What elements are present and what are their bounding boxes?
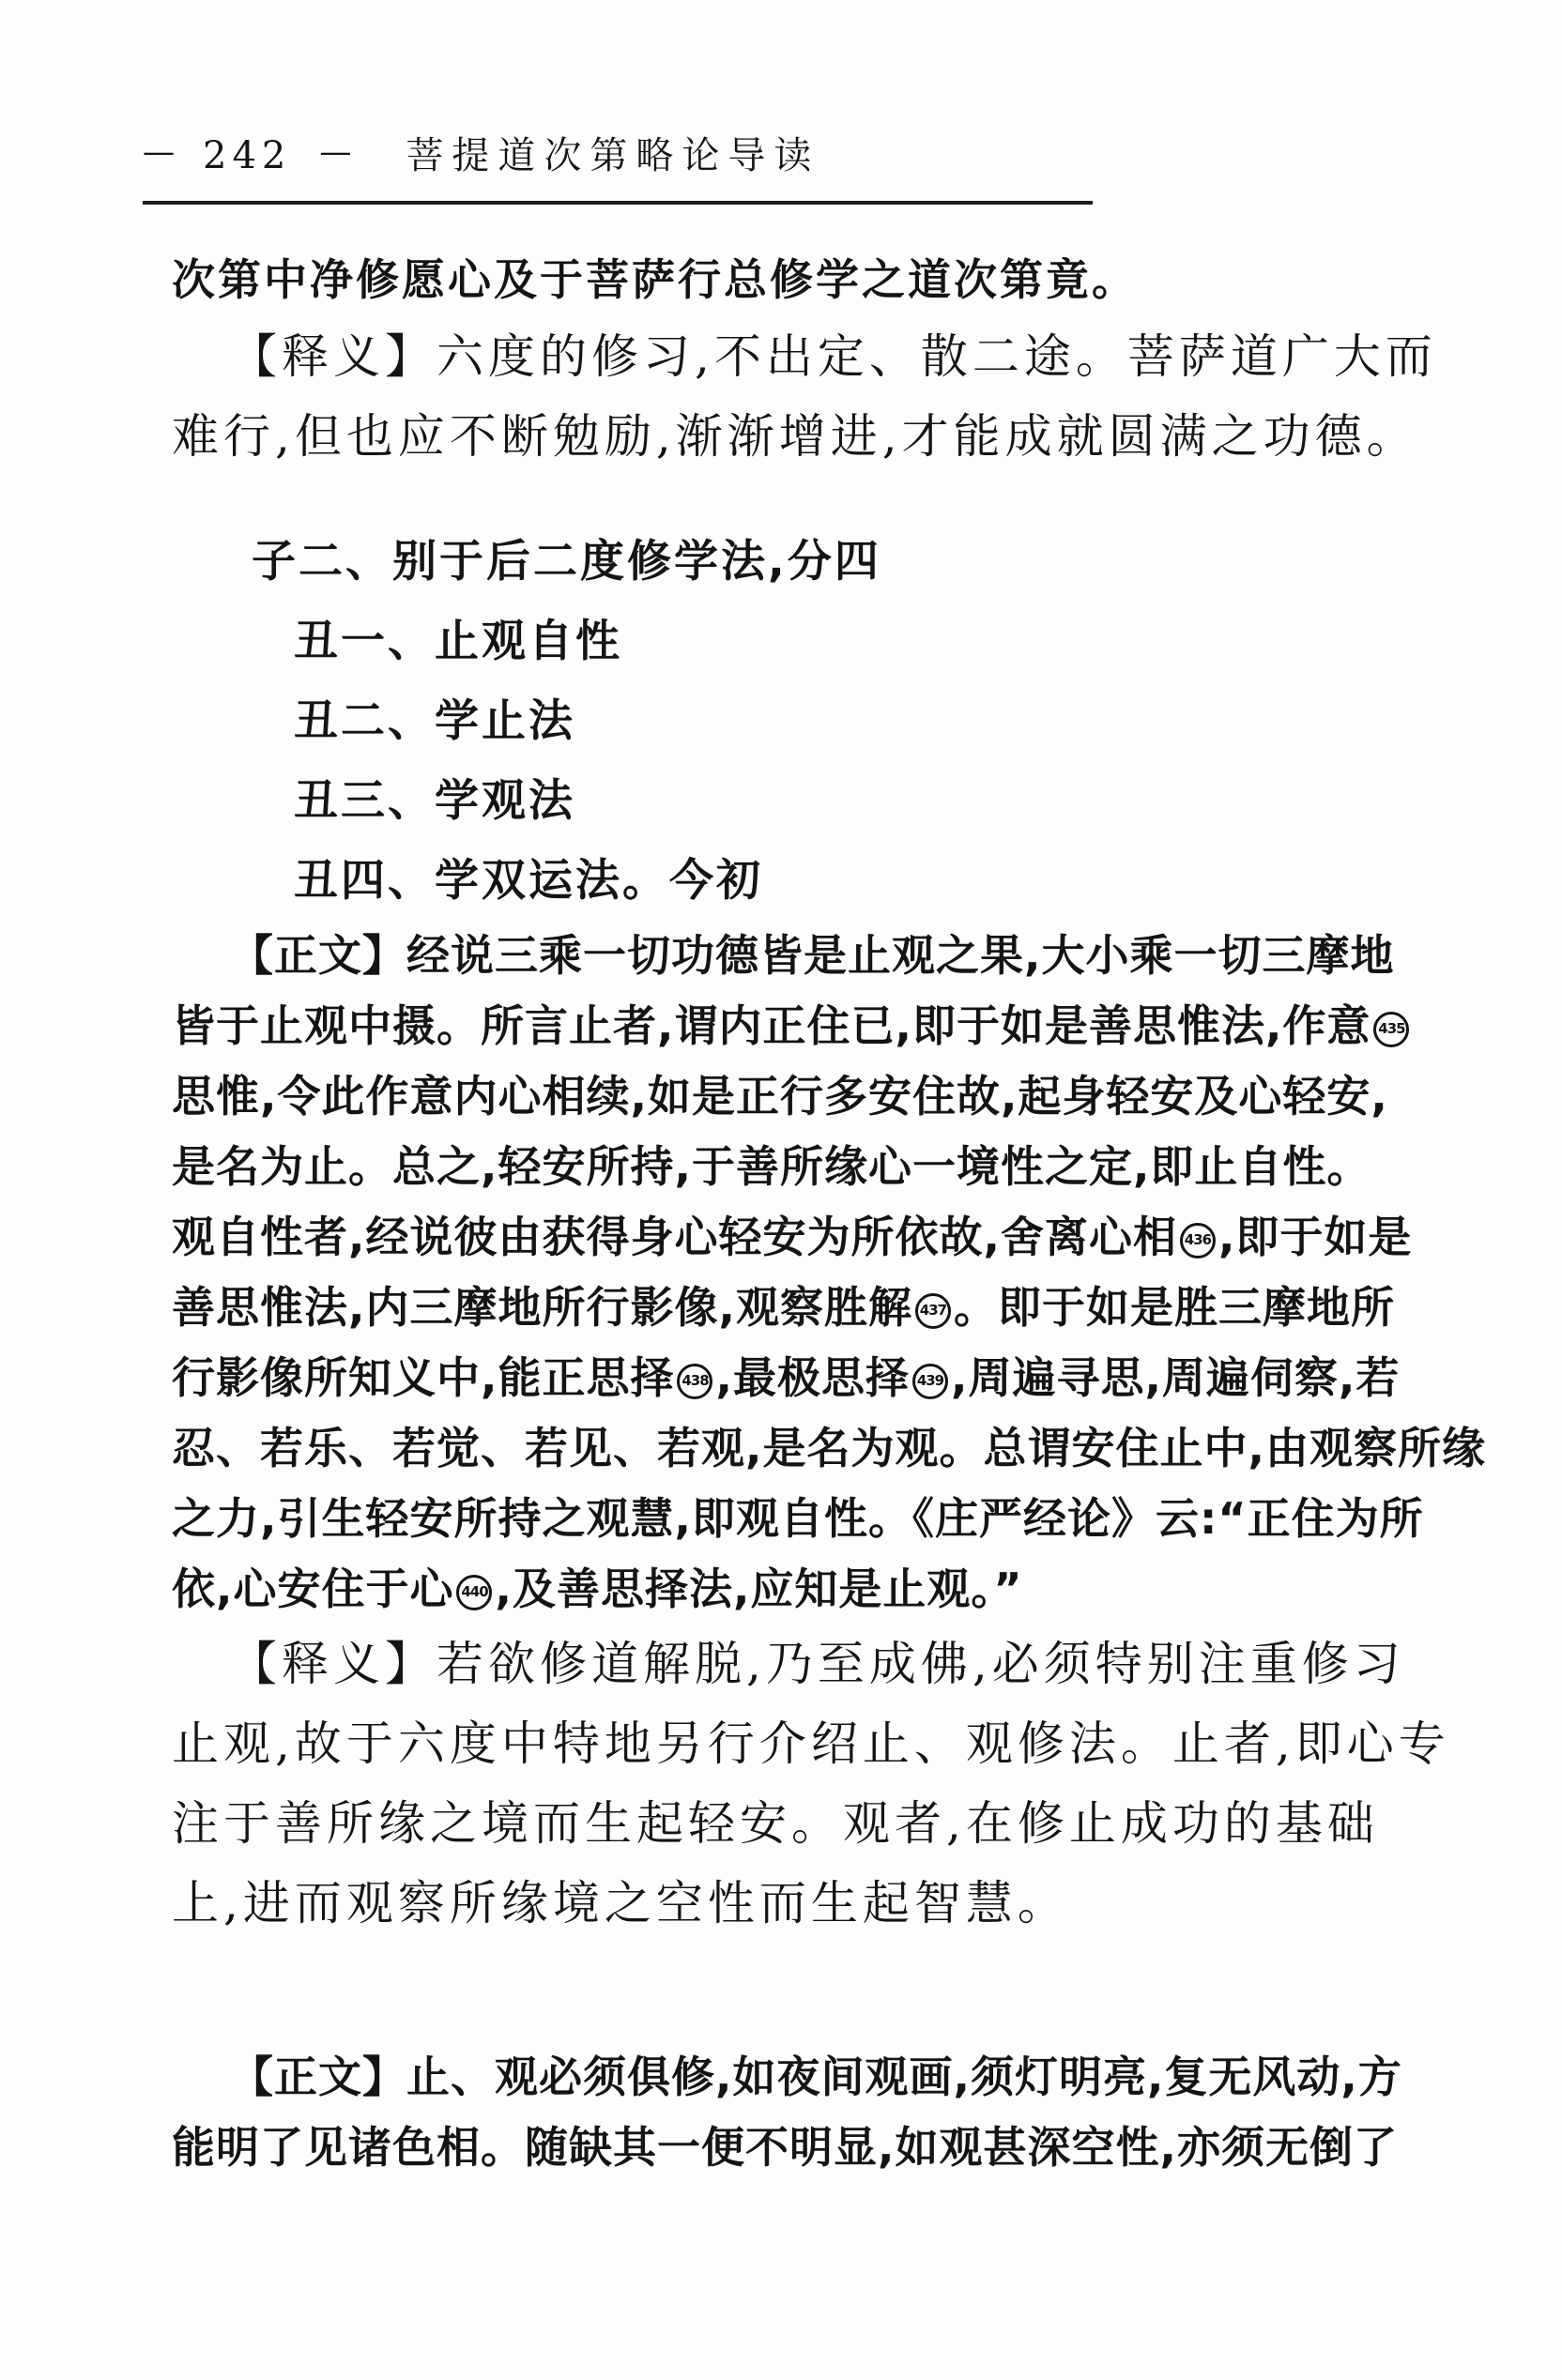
text-line: 【正文】经说三乘一切功德皆是止观之果,大小乘一切三摩地 [230, 930, 1395, 981]
text-line: 【释义】若欲修道解脱,乃至成佛,必须特别注重修习 [230, 1637, 1405, 1691]
text-line: 丑一、止观自性 [294, 616, 622, 667]
text-line: 难行,但也应不断勉励,渐渐增进,才能成就圆满之功德。 [172, 409, 1418, 464]
section-heading-chou-si [172, 841, 1434, 921]
footnote-marker: 439 [912, 1364, 948, 1399]
text-line: 依,心安住于心 440 ,及善思择法,应知是止观。” [172, 1564, 1023, 1614]
book-title: 菩提道次第略论导读 [406, 134, 820, 177]
footnote-marker: 435 [1373, 1012, 1409, 1047]
section-heading-chou-san [172, 761, 1434, 841]
footnote-marker: 438 [677, 1364, 712, 1399]
text-line: 止观,故于六度中特地另行介绍止、观修法。止者,即心专 [172, 1716, 1450, 1771]
zhengwen-paragraph-2 [172, 2042, 1434, 2183]
zhengwen-paragraph-1 [172, 921, 1486, 1625]
text-line: 丑三、学观法 [294, 775, 575, 827]
text-line: 注于善所缘之境而生起轻安。观者,在修止成功的基础 [172, 1796, 1379, 1851]
text-line: 行影像所知义中,能正思择 438 ,最极思择 439 ,周遍寻思,周遍伺察,若 [172, 1352, 1401, 1403]
shiyi-paragraph-1 [172, 317, 1437, 477]
text-line: 【正文】止、观必须俱修,如夜间观画,须灯明亮,复无风动,方 [230, 2052, 1402, 2102]
text-line: 思惟,令此作意内心相续,如是正行多安住故,起身轻安及心轻安, [172, 1071, 1388, 1121]
text-line: 观自性者,经说彼由获得身心轻安为所依故,舍离心相 436 ,即于如是 [172, 1212, 1413, 1262]
text-line: 丑四、学双运法。今初 [294, 855, 763, 907]
footnote-marker: 436 [1180, 1223, 1216, 1259]
text-line: 忍、若乐、若觉、若见、若观,是名为观。总谓安住止中,由观察所缘 [172, 1423, 1486, 1473]
opening-sentence [172, 242, 1434, 317]
text-line: 子二、别于后二度修学法,分四 [252, 536, 881, 587]
section-heading-chou-yi [172, 602, 1434, 681]
shiyi-paragraph-2 [172, 1625, 1450, 1944]
page-number: 242 [203, 134, 292, 177]
book-page [0, 131, 1562, 2380]
text-line: 是名为止。总之,轻安所持,于善所缘心一境性之定,即止自性。 [172, 1141, 1371, 1192]
text-line: 丑二、学止法 [294, 695, 575, 747]
footnote-marker: 440 [456, 1575, 492, 1610]
text-line: 次第中净修愿心及于菩萨行总修学之道次第竟。 [172, 254, 1138, 305]
header-right-dash: — [319, 133, 352, 171]
text-line: 皆于止观中摄。所言止者,谓内正住已,即于如是善思惟法,作意 435 [172, 991, 1434, 1061]
text-body [172, 242, 1486, 2183]
section-heading-chou-er [172, 681, 1434, 761]
footnote-marker: 437 [915, 1293, 951, 1329]
text-line: 之力,引生轻安所持之观慧,即观自性。《庄严经论》云:“正住为所 [172, 1493, 1424, 1544]
text-line: 善思惟法,内三摩地所行影像,观察胜解 437 。即于如是胜三摩地所 [172, 1282, 1395, 1333]
running-head [143, 131, 1093, 205]
text-line: 【释义】六度的修习,不出定、散二途。菩萨道广大而 [230, 329, 1437, 384]
text-line: 能明了见诸色相。随缺其一便不明显,如观甚深空性,亦须无倒了 [172, 2122, 1398, 2173]
header-left-dash: — [143, 133, 175, 171]
section-heading-zi-er [172, 522, 1434, 602]
text-line: 上,进而观察所缘境之空性而生起智慧。 [172, 1876, 1069, 1930]
